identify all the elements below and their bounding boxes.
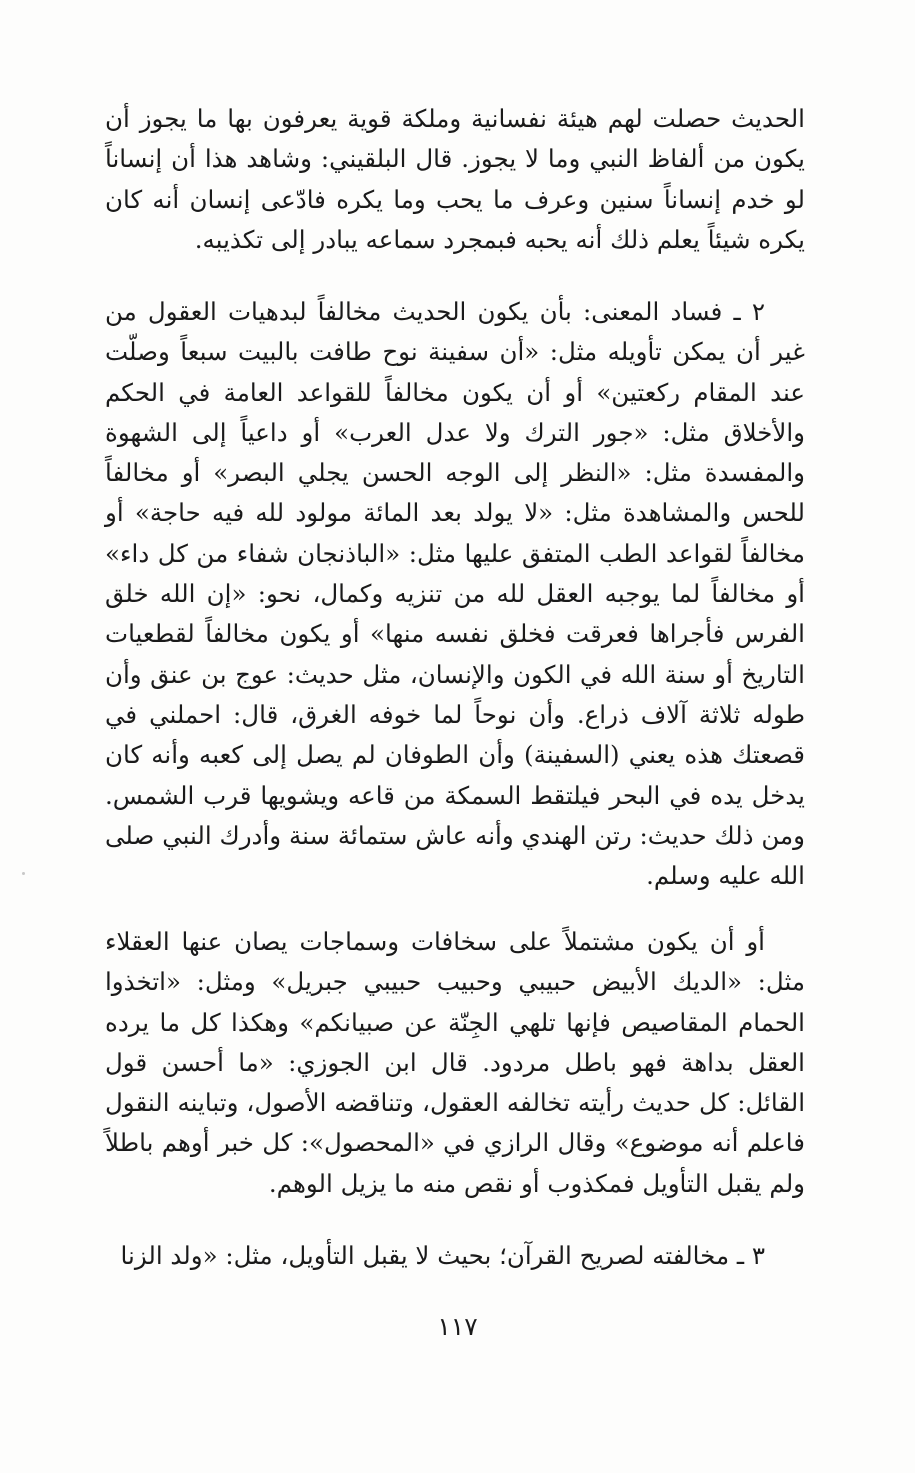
scan-speck [22, 872, 25, 875]
paragraph-4: ٣ ـ مخالفته لصريح القرآن؛ بحيث لا يقبل التأويل، مثل: «ولد الزنا [120, 1241, 765, 1270]
paragraph-1: الحديث حصلت لهم هيئة نفسانية وملكة قوية يعرفون بها ما يجوز أن يكون من ألفاظ النبي وما لا يجوز. قال البلقيني: وشاهد هذا أن إنساناً لو خدم إنساناً سنين وعرف ما يحب وما يكره فادّعى إنسان أنه كان يكره شيئاً يعلم ذلك أنه يحبه فبمجرد سماعه يبادر إلى تكذيبه. [105, 104, 805, 254]
page-number: ١١٧ [437, 1312, 478, 1341]
paragraph-3: أو أن يكون مشتملاً على سخافات وسماجات يصان عنها العقلاء مثل: «الديك الأبيض حبيبي وحبيب حبيبي جبريل» ومثل: «اتخذوا الحمام المقاصيص فإنها تلهي الجِنّة عن صبيانكم» وهكذا كل ما يرده العقل بداهة فهو باطل مردود. قال ابن الجوزي: «ما أحسن قول القائل: كل حديث رأيته تخالفه العقول، وتناقضه الأصول، وتباينه النقول فاعلم أنه موضوع» وقال الرازي في «المحصول»: كل خبر أوهم باطلاً ولم يقبل التأويل فمكذوب أو نقص منه ما يزيل الوهم. [105, 927, 805, 1198]
paragraph-2: ٢ ـ فساد المعنى: بأن يكون الحديث مخالفاً لبدهيات العقول من غير أن يمكن تأويله مثل: «أن سفينة نوح طافت بالبيت سبعاً وصلّت عند المقام ركعتين» أو أن يكون مخالفاً للقواعد العامة في الحكم والأخلاق مثل: «جور الترك ولا عدل العرب» أو داعياً إلى الشهوة والمفسدة مثل: «النظر إلى الوجه الحسن يجلي البصر» أو مخالفاً للحس والمشاهدة مثل: «لا يولد بعد المائة مولود لله فيه حاجة» أو مخالفاً لقواعد الطب المتفق عليها مثل: «الباذنجان شفاء من كل داء» أو مخالفاً لما يوجبه العقل لله من تنزيه وكمال، نحو: «إن الله خلق الفرس فأجراها فعرقت فخلق نفسه منها» أو يكون مخالفاً لقطعيات التاريخ أو سنة الله في الكون والإنسان، مثل حديث: عوج بن عنق وأن طوله ثلاثة آلاف ذراع. وأن نوحاً لما خوفه الغرق، قال: احملني في قصعتك هذه يعني (السفينة) وأن الطوفان لم يصل إلى كعبه وأنه كان يدخل يده في البحر فيلتقط السمكة من قاعه ويشويها قرب الشمس. ومن ذلك حديث: رتن الهندي وأنه عاش ستمائة سنة وأدرك النبي صلى الله عليه وسلم. [105, 297, 805, 891]
